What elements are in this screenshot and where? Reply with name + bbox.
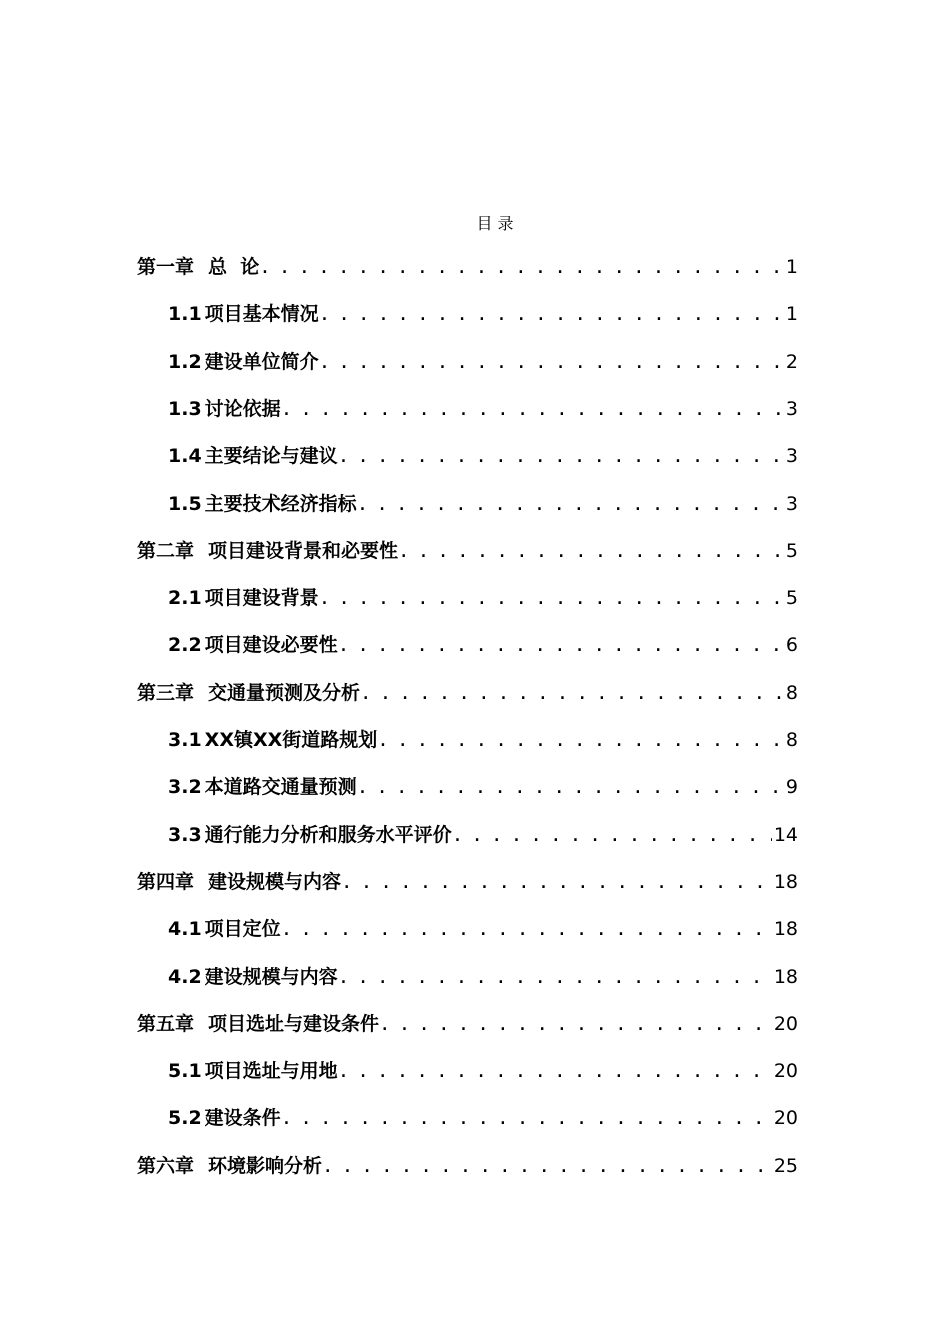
dot-leader: [338, 633, 784, 657]
entry-title: 通行能力分析和服务水平评价: [204, 823, 452, 846]
entry-title: 建设条件: [204, 1107, 281, 1130]
dot-leader: [338, 444, 784, 468]
entry-title: 项目选址与用地: [204, 1060, 338, 1083]
entry-number: 1.5: [168, 492, 202, 515]
toc-section-entry[interactable]: [168, 486, 798, 516]
entry-title: 项目选址与建设条件: [208, 1012, 380, 1035]
dot-leader: [379, 1012, 772, 1036]
toc-title: 目 录: [476, 214, 514, 233]
entry-number: 第六章: [137, 1154, 195, 1177]
entry-page-number: 20: [773, 1012, 798, 1035]
entry-page-number: 3: [785, 445, 798, 468]
entry-page-number: 8: [785, 681, 798, 704]
toc-section-entry[interactable]: [168, 627, 798, 657]
entry-page-number: 5: [785, 587, 798, 610]
entry-page-number: 5: [785, 539, 798, 562]
dot-leader: [377, 728, 784, 752]
toc-chapter-entry[interactable]: [137, 249, 798, 279]
entry-title: 主要结论与建议: [204, 445, 338, 468]
dot-leader: [319, 586, 784, 610]
entry-page-number: 1: [785, 256, 798, 278]
entry-number: 第二章: [137, 539, 195, 562]
entry-page-number: 6: [785, 634, 798, 657]
toc-section-entry[interactable]: [168, 391, 798, 421]
dot-leader: [281, 917, 772, 941]
entry-number: 1.1: [168, 303, 202, 326]
entry-number: 3.1: [168, 729, 202, 751]
toc-chapter-entry[interactable]: [137, 1148, 798, 1178]
toc-section-entry[interactable]: [168, 769, 798, 799]
entry-number: 第三章: [137, 681, 195, 704]
entry-page-number: 25: [773, 1154, 798, 1177]
entry-number: 1.4: [168, 445, 202, 468]
toc-section-entry[interactable]: [168, 817, 798, 847]
entry-page-number: 20: [773, 1060, 798, 1083]
entry-number: 3.2: [168, 776, 202, 799]
dot-leader: [452, 823, 772, 847]
entry-title: 环境影响分析: [208, 1154, 323, 1177]
entry-number: 4.1: [168, 918, 202, 941]
entry-number: 第五章: [137, 1012, 195, 1035]
entry-title: 主要技术经济指标: [204, 492, 357, 515]
entry-title: 建设规模与内容: [204, 965, 338, 988]
entry-title: 项目建设必要性: [204, 634, 338, 657]
entry-number: 5.1: [168, 1060, 202, 1083]
entry-title: 项目建设背景: [204, 587, 319, 610]
toc-section-entry[interactable]: [168, 438, 798, 468]
toc-section-entry[interactable]: [168, 296, 798, 326]
entry-title: 项目建设背景和必要性: [208, 539, 399, 562]
toc-section-entry[interactable]: [168, 722, 798, 752]
entry-page-number: 8: [785, 729, 798, 751]
dot-leader: [360, 681, 784, 705]
entry-title: 总 论: [208, 256, 260, 278]
dot-leader: [341, 870, 772, 894]
entry-page-number: 9: [785, 776, 798, 799]
entry-page-number: 18: [773, 870, 798, 893]
entry-page-number: 14: [773, 823, 798, 846]
entry-number: 第四章: [137, 870, 195, 893]
dot-leader: [259, 255, 784, 279]
entry-number: 2.1: [168, 587, 202, 610]
dot-leader: [398, 539, 784, 563]
entry-page-number: 1: [785, 303, 798, 326]
entry-title: 建设单位简介: [204, 350, 319, 373]
entry-number: 4.2: [168, 965, 202, 988]
entry-page-number: 3: [785, 397, 798, 420]
dot-leader: [338, 1059, 772, 1083]
entry-number: 1.2: [168, 350, 202, 373]
toc-section-entry[interactable]: [168, 1053, 798, 1083]
toc-chapter-entry[interactable]: [137, 533, 798, 563]
entry-page-number: 3: [785, 492, 798, 515]
entry-title: 交通量预测及分析: [208, 681, 361, 704]
dot-leader: [281, 1106, 772, 1130]
entry-page-number: 20: [773, 1107, 798, 1130]
entry-number: 1.3: [168, 397, 202, 420]
entry-number: 2.2: [168, 634, 202, 657]
toc-section-entry[interactable]: [168, 911, 798, 941]
toc-section-entry[interactable]: [168, 344, 798, 374]
entry-page-number: 18: [773, 918, 798, 941]
entry-title: 讨论依据: [204, 397, 281, 420]
dot-leader: [281, 397, 784, 421]
toc-chapter-entry[interactable]: [137, 864, 798, 894]
entry-title: 建设规模与内容: [208, 870, 342, 893]
entry-title: XX镇XX街道路规划: [204, 729, 378, 751]
entry-title: 项目定位: [204, 918, 281, 941]
entry-number: 3.3: [168, 823, 202, 846]
dot-leader: [338, 965, 772, 989]
toc-section-entry[interactable]: [168, 959, 798, 989]
entry-title: 本道路交通量预测: [204, 776, 357, 799]
toc-section-entry[interactable]: [168, 580, 798, 610]
dot-leader: [357, 775, 784, 799]
toc-chapter-entry[interactable]: [137, 1006, 798, 1036]
entry-page-number: 2: [785, 350, 798, 373]
dot-leader: [319, 350, 784, 374]
toc-chapter-entry[interactable]: [137, 675, 798, 705]
toc-section-entry[interactable]: [168, 1100, 798, 1130]
entry-number: 5.2: [168, 1107, 202, 1130]
entry-page-number: 18: [773, 965, 798, 988]
dot-leader: [357, 492, 784, 516]
dot-leader: [322, 1154, 772, 1178]
entry-title: 项目基本情况: [204, 303, 319, 326]
dot-leader: [319, 302, 784, 326]
entry-number: 第一章: [137, 256, 195, 278]
